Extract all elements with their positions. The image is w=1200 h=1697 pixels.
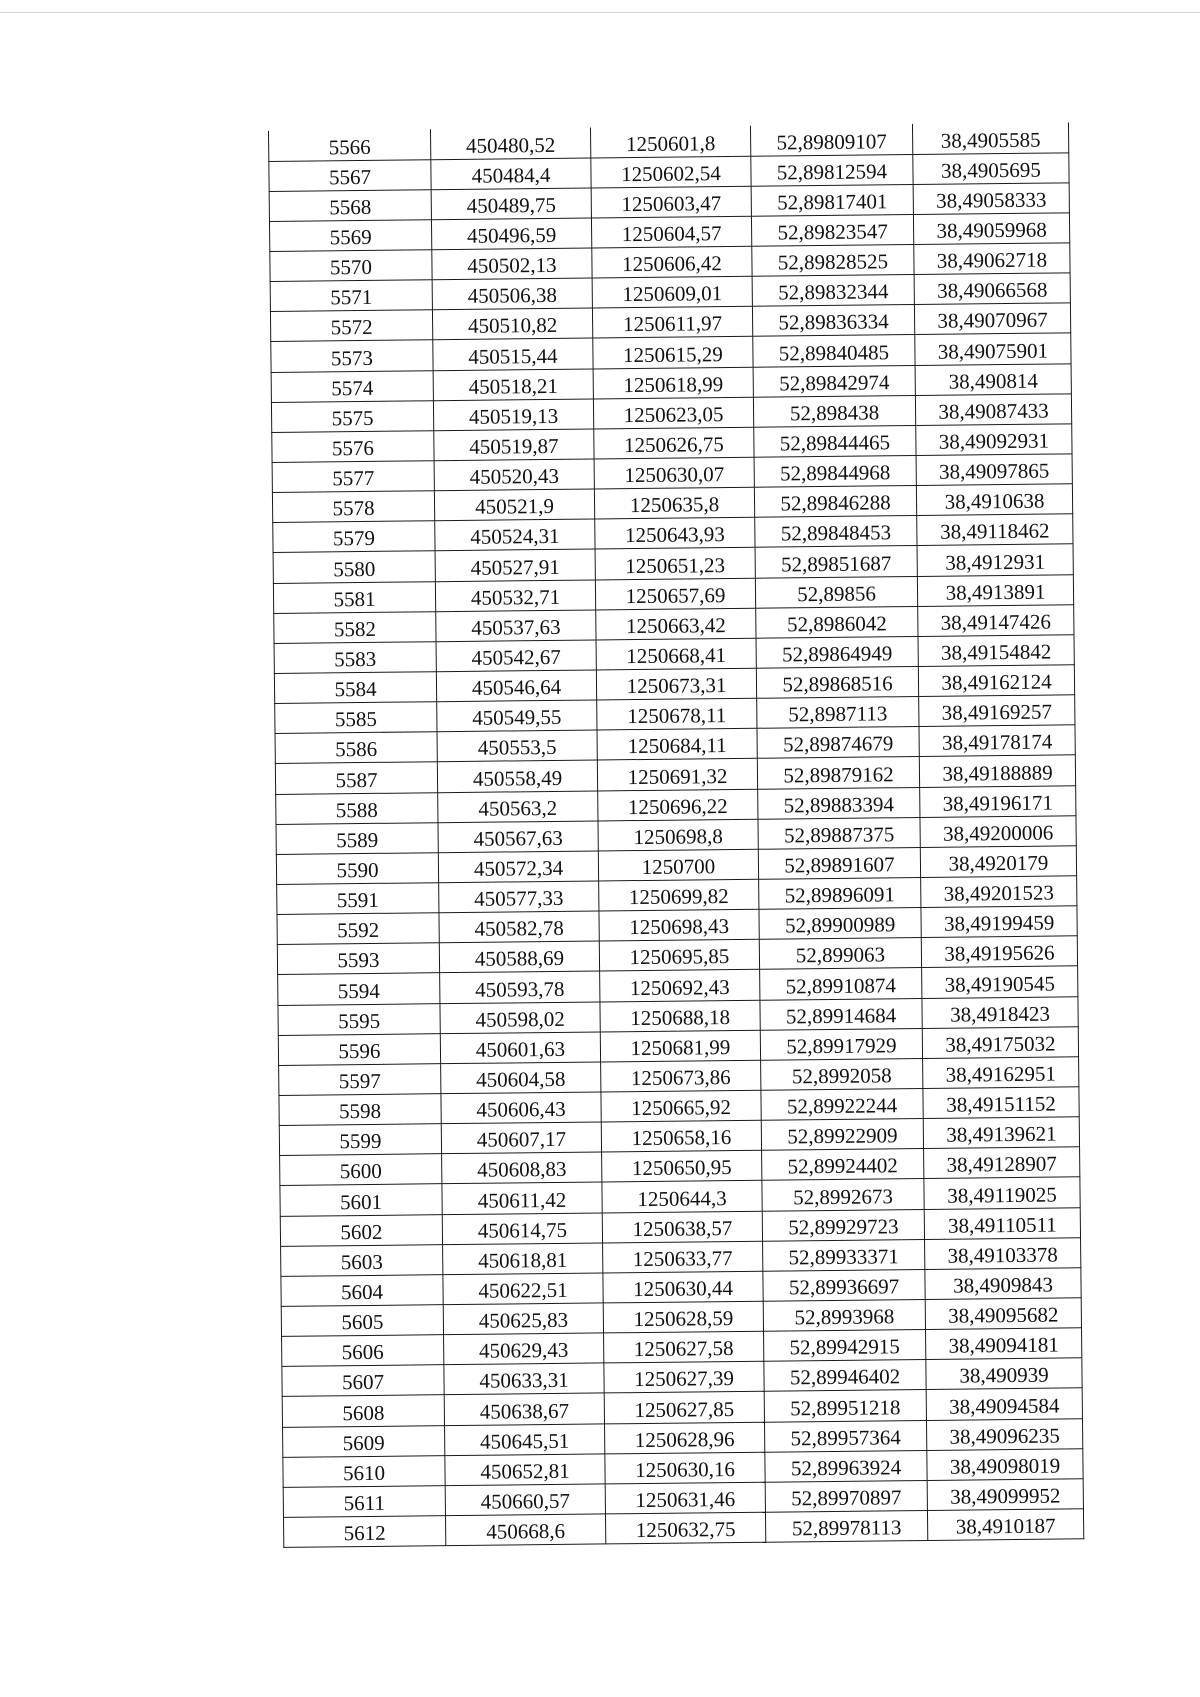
y-coordinate-cell: 1250630,07 (594, 457, 754, 489)
latitude-cell: 52,89887375 (758, 817, 920, 849)
y-coordinate-cell: 1250673,86 (601, 1060, 761, 1092)
y-coordinate-cell: 1250698,8 (598, 819, 758, 851)
point-number-cell: 5580 (273, 551, 435, 583)
latitude-cell: 52,89840485 (753, 335, 915, 367)
scan-edge-line (0, 12, 1200, 13)
x-coordinate-cell: 450614,75 (442, 1213, 602, 1245)
point-number-cell: 5567 (269, 159, 431, 191)
longitude-cell: 38,49188889 (919, 755, 1075, 787)
x-coordinate-cell: 450527,91 (435, 549, 595, 581)
latitude-cell: 52,8992058 (761, 1058, 923, 1090)
y-coordinate-cell: 1250603,47 (591, 186, 751, 218)
x-coordinate-cell: 450502,13 (432, 248, 592, 280)
y-coordinate-cell: 1250668,41 (596, 638, 756, 670)
point-number-cell: 5574 (271, 370, 433, 402)
point-number-cell: 5592 (277, 913, 439, 945)
latitude-cell: 52,89856 (755, 576, 917, 608)
latitude-cell: 52,89864949 (756, 636, 918, 668)
point-number-cell: 5570 (270, 250, 432, 282)
latitude-cell: 52,89978113 (765, 1510, 927, 1542)
y-coordinate-cell: 1250663,42 (596, 608, 756, 640)
y-coordinate-cell: 1250611,97 (592, 307, 752, 339)
point-number-cell: 5584 (274, 672, 436, 704)
point-number-cell: 5583 (274, 642, 436, 674)
longitude-cell: 38,4910638 (916, 484, 1072, 516)
point-number-cell: 5591 (277, 883, 439, 915)
y-coordinate-cell: 1250630,16 (605, 1452, 765, 1484)
longitude-cell: 38,49154842 (918, 635, 1074, 667)
y-coordinate-cell: 1250638,57 (602, 1211, 762, 1243)
y-coordinate-cell: 1250606,42 (592, 246, 752, 278)
longitude-cell: 38,49098019 (927, 1448, 1083, 1480)
x-coordinate-cell: 450582,78 (439, 911, 599, 943)
point-number-cell: 5604 (281, 1275, 443, 1307)
x-coordinate-cell: 450618,81 (443, 1243, 603, 1275)
y-coordinate-cell: 1250633,77 (603, 1241, 763, 1273)
longitude-cell: 38,49178174 (919, 725, 1075, 757)
y-coordinate-cell: 1250696,22 (598, 789, 758, 821)
point-number-cell: 5600 (280, 1154, 442, 1186)
latitude-cell: 52,89848453 (755, 516, 917, 548)
x-coordinate-cell: 450577,33 (439, 881, 599, 913)
longitude-cell: 38,490939 (926, 1358, 1082, 1390)
x-coordinate-cell: 450601,63 (440, 1032, 600, 1064)
longitude-cell: 38,49199459 (921, 906, 1077, 938)
latitude-cell: 52,89812594 (751, 154, 913, 186)
longitude-cell: 38,49190545 (922, 966, 1078, 998)
y-coordinate-cell: 1250698,43 (599, 909, 759, 941)
longitude-cell: 38,49139621 (923, 1117, 1079, 1149)
latitude-cell: 52,89846288 (754, 486, 916, 518)
x-coordinate-cell: 450506,38 (432, 278, 592, 310)
latitude-cell: 52,89963924 (765, 1450, 927, 1482)
y-coordinate-cell: 1250602,54 (591, 156, 751, 188)
x-coordinate-cell: 450598,02 (440, 1002, 600, 1034)
y-coordinate-cell: 1250628,96 (605, 1422, 765, 1454)
longitude-cell: 38,49195626 (921, 936, 1077, 968)
longitude-cell: 38,49096235 (926, 1418, 1082, 1450)
y-coordinate-cell: 1250631,46 (605, 1482, 765, 1514)
latitude-cell: 52,89929723 (762, 1209, 924, 1241)
x-coordinate-cell: 450532,71 (435, 580, 595, 612)
latitude-cell: 52,89942915 (764, 1330, 926, 1362)
x-coordinate-cell: 450625,83 (443, 1303, 603, 1335)
point-number-cell: 5606 (282, 1335, 444, 1367)
latitude-cell: 52,898438 (753, 395, 915, 427)
latitude-cell: 52,89823547 (751, 214, 913, 246)
y-coordinate-cell: 1250658,16 (601, 1120, 761, 1152)
latitude-cell: 52,89832344 (752, 275, 914, 307)
x-coordinate-cell: 450668,6 (445, 1514, 605, 1546)
latitude-cell: 52,89879162 (757, 757, 919, 789)
y-coordinate-cell: 1250623,05 (593, 397, 753, 429)
point-number-cell: 5573 (271, 340, 433, 372)
longitude-cell: 38,49119025 (924, 1177, 1080, 1209)
y-coordinate-cell: 1250681,99 (600, 1030, 760, 1062)
y-coordinate-cell: 1250628,59 (603, 1301, 763, 1333)
y-coordinate-cell: 1250632,75 (605, 1512, 765, 1544)
longitude-cell: 38,490814 (915, 363, 1071, 395)
point-number-cell: 5590 (276, 853, 438, 885)
point-number-cell: 5595 (278, 1003, 440, 1035)
latitude-cell: 52,89933371 (763, 1239, 925, 1271)
point-number-cell: 5605 (281, 1305, 443, 1337)
longitude-cell: 38,4920179 (920, 846, 1076, 878)
point-number-cell: 5568 (269, 190, 431, 222)
x-coordinate-cell: 450593,78 (440, 971, 600, 1003)
longitude-cell: 38,49200006 (920, 816, 1076, 848)
point-number-cell: 5585 (275, 702, 437, 734)
point-number-cell: 5569 (269, 220, 431, 252)
latitude-cell: 52,89874679 (757, 727, 919, 759)
x-coordinate-cell: 450558,49 (437, 760, 597, 792)
x-coordinate-cell: 450510,82 (432, 308, 592, 340)
x-coordinate-cell: 450489,75 (431, 188, 591, 220)
x-coordinate-cell: 450496,59 (431, 218, 591, 250)
x-coordinate-cell: 450660,57 (445, 1484, 605, 1516)
y-coordinate-cell: 1250691,32 (597, 759, 757, 791)
point-number-cell: 5571 (270, 280, 432, 312)
point-number-cell: 5596 (278, 1033, 440, 1065)
x-coordinate-cell: 450549,55 (437, 700, 597, 732)
longitude-cell: 38,49097865 (916, 454, 1072, 486)
x-coordinate-cell: 450521,9 (434, 489, 594, 521)
latitude-cell: 52,89924402 (762, 1149, 924, 1181)
point-number-cell: 5587 (275, 762, 437, 794)
coordinates-table-body (268, 122, 1083, 1547)
latitude-cell: 52,89868516 (756, 667, 918, 699)
x-coordinate-cell: 450546,64 (436, 670, 596, 702)
y-coordinate-cell: 1250650,95 (602, 1151, 762, 1183)
x-coordinate-cell: 450604,58 (441, 1062, 601, 1094)
y-coordinate-cell: 1250665,92 (601, 1090, 761, 1122)
longitude-cell: 38,49058333 (913, 183, 1069, 215)
longitude-cell: 38,4909843 (925, 1268, 1081, 1300)
x-coordinate-cell: 450542,67 (436, 640, 596, 672)
point-number-cell: 5588 (276, 792, 438, 824)
latitude-cell: 52,89844465 (754, 425, 916, 457)
y-coordinate-cell: 1250627,39 (604, 1361, 764, 1393)
longitude-cell: 38,49062718 (914, 243, 1070, 275)
latitude-cell: 52,89817401 (751, 184, 913, 216)
latitude-cell: 52,89891607 (758, 847, 920, 879)
point-number-cell: 5578 (272, 491, 434, 523)
longitude-cell: 38,49070967 (914, 303, 1070, 335)
latitude-cell: 52,89842974 (753, 365, 915, 397)
latitude-cell: 52,8993968 (763, 1299, 925, 1331)
latitude-cell: 52,89883394 (758, 787, 920, 819)
point-number-cell: 5610 (283, 1455, 445, 1487)
point-number-cell: 5579 (273, 521, 435, 553)
latitude-cell: 52,89946402 (764, 1360, 926, 1392)
x-coordinate-cell: 450607,17 (441, 1122, 601, 1154)
x-coordinate-cell: 450622,51 (443, 1273, 603, 1305)
longitude-cell: 38,49092931 (916, 424, 1072, 456)
longitude-cell: 38,49147426 (918, 605, 1074, 637)
longitude-cell: 38,49118462 (917, 514, 1073, 546)
y-coordinate-cell: 1250699,82 (599, 879, 759, 911)
x-coordinate-cell: 450629,43 (444, 1333, 604, 1365)
longitude-cell: 38,4905695 (913, 152, 1069, 184)
x-coordinate-cell: 450563,2 (438, 791, 598, 823)
y-coordinate-cell: 1250688,18 (600, 1000, 760, 1032)
latitude-cell: 52,899063 (759, 938, 921, 970)
x-coordinate-cell: 450633,31 (444, 1363, 604, 1395)
longitude-cell: 38,4918423 (922, 996, 1078, 1028)
y-coordinate-cell: 1250684,11 (597, 729, 757, 761)
latitude-cell: 52,89896091 (759, 877, 921, 909)
x-coordinate-cell: 450638,67 (444, 1393, 604, 1425)
y-coordinate-cell: 1250673,31 (596, 668, 756, 700)
latitude-cell: 52,8986042 (756, 606, 918, 638)
x-coordinate-cell: 450537,63 (436, 610, 596, 642)
longitude-cell: 38,49094584 (926, 1388, 1082, 1420)
latitude-cell: 52,8992673 (762, 1179, 924, 1211)
x-coordinate-cell: 450518,21 (433, 369, 593, 401)
point-number-cell: 5586 (275, 732, 437, 764)
point-number-cell: 5597 (279, 1064, 441, 1096)
latitude-cell: 52,89922909 (761, 1119, 923, 1151)
point-number-cell: 5593 (277, 943, 439, 975)
y-coordinate-cell: 1250618,99 (593, 367, 753, 399)
longitude-cell: 38,4910187 (927, 1509, 1083, 1541)
point-number-cell: 5608 (282, 1395, 444, 1427)
longitude-cell: 38,49095682 (925, 1298, 1081, 1330)
longitude-cell: 38,49196171 (920, 785, 1076, 817)
point-number-cell: 5577 (272, 461, 434, 493)
latitude-cell: 52,89844968 (754, 456, 916, 488)
y-coordinate-cell: 1250644,3 (602, 1181, 762, 1213)
longitude-cell: 38,49103378 (925, 1237, 1081, 1269)
latitude-cell: 52,89914684 (760, 998, 922, 1030)
x-coordinate-cell: 450606,43 (441, 1092, 601, 1124)
longitude-cell: 38,49162124 (918, 665, 1074, 697)
point-number-cell: 5603 (281, 1244, 443, 1276)
point-number-cell: 5599 (279, 1124, 441, 1156)
y-coordinate-cell: 1250657,69 (595, 578, 755, 610)
point-number-cell: 5581 (273, 581, 435, 613)
y-coordinate-cell: 1250604,57 (591, 216, 751, 248)
y-coordinate-cell: 1250627,85 (604, 1392, 764, 1424)
y-coordinate-cell: 1250615,29 (593, 337, 753, 369)
latitude-cell: 52,89851687 (755, 546, 917, 578)
longitude-cell: 38,49087433 (915, 394, 1071, 426)
longitude-cell: 38,4913891 (917, 574, 1073, 606)
x-coordinate-cell: 450524,31 (435, 519, 595, 551)
x-coordinate-cell: 450480,52 (430, 128, 590, 160)
y-coordinate-cell: 1250700 (598, 849, 758, 881)
latitude-cell: 52,89951218 (764, 1390, 926, 1422)
point-number-cell: 5582 (274, 611, 436, 643)
x-coordinate-cell: 450611,42 (442, 1182, 602, 1214)
longitude-cell: 38,49099952 (927, 1479, 1083, 1511)
y-coordinate-cell: 1250630,44 (603, 1271, 763, 1303)
latitude-cell: 52,8987113 (757, 697, 919, 729)
latitude-cell: 52,89970897 (765, 1480, 927, 1512)
x-coordinate-cell: 450519,87 (434, 429, 594, 461)
y-coordinate-cell: 1250643,93 (595, 518, 755, 550)
longitude-cell: 38,4905585 (912, 122, 1068, 154)
point-number-cell: 5589 (276, 822, 438, 854)
longitude-cell: 38,49075901 (915, 333, 1071, 365)
y-coordinate-cell: 1250695,85 (599, 940, 759, 972)
x-coordinate-cell: 450572,34 (438, 851, 598, 883)
longitude-cell: 38,49110511 (924, 1207, 1080, 1239)
latitude-cell: 52,89936697 (763, 1269, 925, 1301)
point-number-cell: 5575 (271, 400, 433, 432)
x-coordinate-cell: 450484,4 (431, 158, 591, 190)
coordinates-table (268, 122, 1084, 1548)
longitude-cell: 38,49059968 (913, 213, 1069, 245)
y-coordinate-cell: 1250635,8 (594, 487, 754, 519)
latitude-cell: 52,89809107 (750, 124, 912, 156)
latitude-cell: 52,89836334 (752, 305, 914, 337)
point-number-cell: 5602 (280, 1214, 442, 1246)
y-coordinate-cell: 1250627,58 (604, 1331, 764, 1363)
latitude-cell: 52,89957364 (764, 1420, 926, 1452)
longitude-cell: 38,49066568 (914, 273, 1070, 305)
point-number-cell: 5612 (284, 1516, 446, 1548)
latitude-cell: 52,89922244 (761, 1088, 923, 1120)
point-number-cell: 5598 (279, 1094, 441, 1126)
latitude-cell: 52,89910874 (760, 968, 922, 1000)
latitude-cell: 52,89917929 (760, 1028, 922, 1060)
y-coordinate-cell: 1250651,23 (595, 548, 755, 580)
x-coordinate-cell: 450553,5 (437, 730, 597, 762)
longitude-cell: 38,4912931 (917, 544, 1073, 576)
longitude-cell: 38,49128907 (924, 1147, 1080, 1179)
document-page (268, 122, 1083, 1548)
x-coordinate-cell: 450652,81 (445, 1454, 605, 1486)
point-number-cell: 5601 (280, 1184, 442, 1216)
x-coordinate-cell: 450608,83 (442, 1152, 602, 1184)
x-coordinate-cell: 450519,13 (433, 399, 593, 431)
longitude-cell: 38,49151152 (923, 1087, 1079, 1119)
point-number-cell: 5611 (283, 1485, 445, 1517)
latitude-cell: 52,89828525 (752, 245, 914, 277)
x-coordinate-cell: 450520,43 (434, 459, 594, 491)
longitude-cell: 38,49162951 (923, 1057, 1079, 1089)
point-number-cell: 5609 (283, 1425, 445, 1457)
point-number-cell: 5566 (268, 129, 430, 161)
longitude-cell: 38,49094181 (926, 1328, 1082, 1360)
longitude-cell: 38,49169257 (919, 695, 1075, 727)
longitude-cell: 38,49201523 (921, 876, 1077, 908)
latitude-cell: 52,89900989 (759, 908, 921, 940)
y-coordinate-cell: 1250601,8 (590, 126, 750, 158)
point-number-cell: 5594 (278, 973, 440, 1005)
y-coordinate-cell: 1250678,11 (597, 698, 757, 730)
longitude-cell: 38,49175032 (922, 1027, 1078, 1059)
x-coordinate-cell: 450567,63 (438, 821, 598, 853)
y-coordinate-cell: 1250609,01 (592, 276, 752, 308)
y-coordinate-cell: 1250692,43 (600, 970, 760, 1002)
point-number-cell: 5572 (270, 310, 432, 342)
x-coordinate-cell: 450588,69 (439, 941, 599, 973)
x-coordinate-cell: 450645,51 (445, 1423, 605, 1455)
x-coordinate-cell: 450515,44 (433, 338, 593, 370)
point-number-cell: 5607 (282, 1365, 444, 1397)
y-coordinate-cell: 1250626,75 (594, 427, 754, 459)
point-number-cell: 5576 (272, 431, 434, 463)
